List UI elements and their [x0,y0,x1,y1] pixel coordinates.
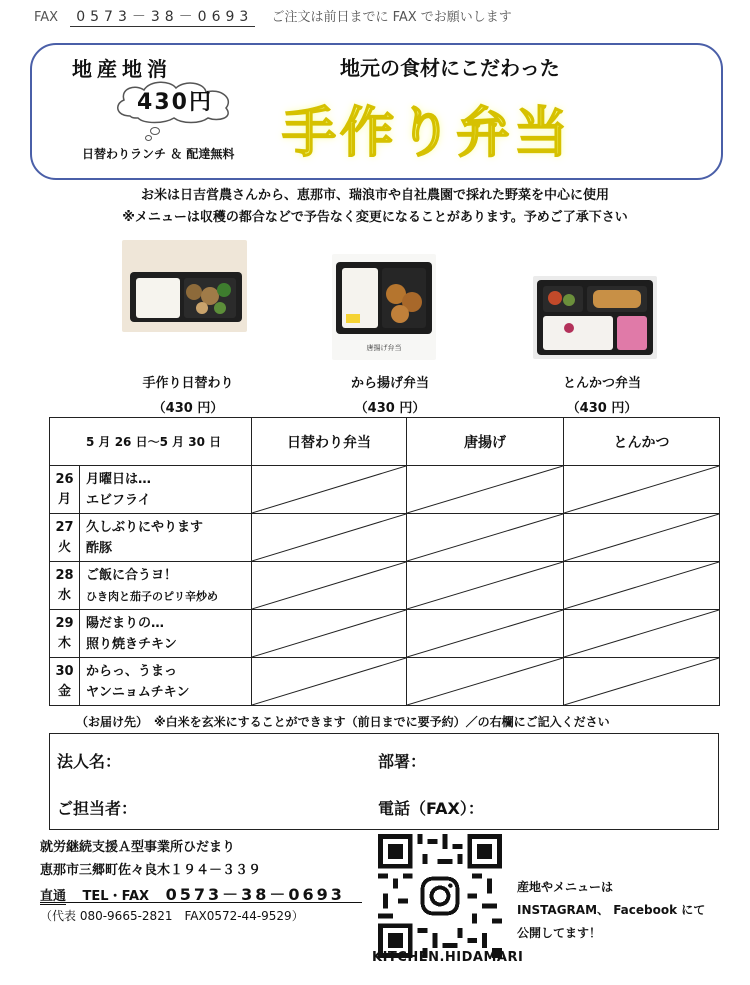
dish-line2: ヤンニョムチキン [86,684,190,700]
tel-fax-number: 0573－38－0693 [165,885,345,904]
dish-line1: 久しぶりにやります [86,519,204,535]
karaage-bento-photo [332,254,436,360]
table-row [50,658,720,706]
karaage-photo-caption: 唐揚げ弁当 [366,344,402,352]
day-date: 27 [55,519,74,535]
thought-bubble-1 [150,127,160,135]
dish-cell [80,514,252,562]
column-header-karaage: 唐揚げ [407,418,564,466]
bento-price-karaage: （430 円） [354,401,426,416]
fax-header-line [34,6,512,27]
delivery-note: （お届け先） ※白米を玄米にすることができます（前日までに要予約）／の右欄にご記入ください [76,715,610,729]
table-row [50,610,720,658]
address: 恵那市三郷町佐々良木１９４－３３９ [40,863,262,878]
day-cell [50,610,80,658]
order-cell-karaage[interactable] [407,466,564,514]
dish-line1: からっ、うまっ [86,663,178,679]
day-cell [50,658,80,706]
order-table [49,417,720,706]
order-cell-tonkatsu[interactable] [564,658,720,706]
bento-price-tonkatsu: （430 円） [566,401,638,416]
dish-line1: ご飯に合うヨ！ [86,567,178,583]
day-weekday: 水 [57,587,71,603]
day-cell [50,562,80,610]
day-weekday: 月 [57,491,71,507]
intro-line-1: お米は日吉営農さんから、恵那市、瑞浪市や自社農園で採れた野菜を中心に使用 [140,188,609,203]
direct-label: 直通 [40,889,67,904]
daily-bento-photo [122,240,247,332]
dish-line1: 月曜日は… [86,471,152,487]
local-production-title: 地産地消 [72,57,172,81]
sns-line-2: INSTAGRAM、 Facebook にて [517,903,706,917]
order-notice: ご注文は前日までに FAX でお願いします [271,10,512,25]
contact-person-label: ご担当者： [57,799,138,818]
fax-label: FAX [34,10,59,25]
column-header-daily: 日替わり弁当 [252,418,407,466]
day-date: 28 [55,567,74,583]
table-row [50,514,720,562]
day-weekday: 木 [57,635,71,651]
bento-name-daily: 手作り日替わり [142,376,234,391]
price-cloud-text: 430円 [137,90,213,115]
qr-caption: KITCHEN.HIDAMARI [372,950,524,965]
order-cell-karaage[interactable] [407,514,564,562]
table-row [50,562,720,610]
dish-line2: 照り焼きチキン [86,636,177,652]
sns-line-3: 公開してます！ [517,926,602,940]
dish-cell [80,658,252,706]
phone-fax-label: 電話（FAX）： [378,799,484,818]
day-date: 26 [55,471,74,487]
bento-name-tonkatsu: とんかつ弁当 [562,376,641,391]
dish-cell [80,562,252,610]
dish-line2: エビフライ [86,492,151,508]
order-cell-tonkatsu[interactable] [564,466,720,514]
order-cell-daily[interactable] [252,514,407,562]
company-name-label: 法人名： [57,752,122,771]
order-cell-tonkatsu[interactable] [564,610,720,658]
qr-code-icon[interactable] [378,834,502,958]
order-cell-daily[interactable] [252,610,407,658]
day-weekday: 火 [57,539,71,555]
bento-name-karaage: から揚げ弁当 [350,376,429,391]
dish-line2: ひき肉と茄子のピリ辛炒め [86,589,218,603]
company-input[interactable] [210,768,350,769]
department-label: 部署： [378,752,427,771]
bento-price-daily: （430 円） [152,401,224,416]
direct-underline [40,882,362,903]
fax-number: 0573－38－0693 [70,6,255,27]
day-date: 29 [55,615,74,631]
day-date: 30 [55,663,74,679]
order-cell-karaage[interactable] [407,610,564,658]
day-weekday: 金 [57,683,71,699]
order-cell-tonkatsu[interactable] [564,562,720,610]
order-cell-tonkatsu[interactable] [564,514,720,562]
dish-line1: 陽だまりの… [86,615,165,631]
sns-note [517,876,705,945]
headline: 地元の食材にこだわった [340,56,560,80]
sns-line-1: 産地やメニューは [517,880,614,894]
daily-lunch-free-delivery: 日替わりランチ ＆ 配達無料 [82,147,235,161]
order-cell-daily[interactable] [252,658,407,706]
dish-line2: 酢豚 [86,540,113,556]
order-cell-daily[interactable] [252,562,407,610]
order-cell-daily[interactable] [252,466,407,514]
day-cell [50,466,80,514]
week-period: 5 月 26 日～5 月 30 日 [50,418,252,466]
table-row [50,466,720,514]
column-header-tonkatsu: とんかつ [564,418,720,466]
thought-bubble-2 [145,135,152,141]
day-cell [50,514,80,562]
dish-cell [80,466,252,514]
order-cell-karaage[interactable] [407,562,564,610]
table-header-row [50,418,720,466]
intro-line-2: ※メニューは収穫の都合などで予告なく変更になることがあります。予めご了承下さい [122,210,628,225]
organization-name: 就労継続支援Ａ型事業所ひだまり [40,840,236,855]
tonkatsu-bento-photo [533,276,657,359]
handmade-bento-title: 手作り弁当 [282,101,572,164]
tel-fax-label: TEL・FAX [82,889,150,904]
representative-numbers: （代表 080-9665-2821 FAX0572-44-9529） [40,909,304,923]
order-cell-karaage[interactable] [407,658,564,706]
dish-cell [80,610,252,658]
